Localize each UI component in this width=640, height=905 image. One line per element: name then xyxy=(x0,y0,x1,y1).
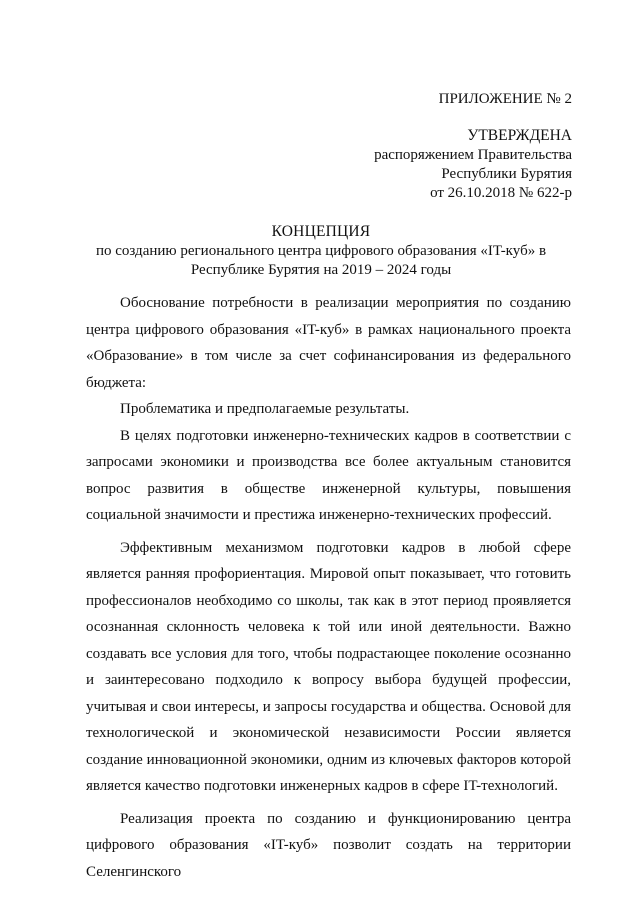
paragraph-engineering-culture: В целях подготовки инженерно-технических кадров в соответствии с запросами экономики и производства все более актуальным становится вопрос развития в обществе инженерной культуры, повышения социальной значимости и престижа инженерно-технических профессий. xyxy=(86,427,571,523)
paragraph-career-guidance: Эффективным механизмом подготовки кадров в любой сфере является ранняя профориентация. Мировой опыт показывает, что готовить профессионалов необходимо со школы, так как в этот период проявляется осознанная склонность человека к той или иной деятельности. Важно создавать все условия для того, чтобы подрастающее поколение осознанно и заинтересовано подходило к вопросу выбора будущей профессии, учитывая и свои интересы, и запросы государства и общества. Основой для технологической и экономической независимости России является создание инновационной экономики, одним из ключевых факторов которой является качество подготовки инженерных кадров в сфере IT-технологий. xyxy=(86,539,571,794)
title-subtitle-line-2: Республике Бурятия на 2019 – 2024 годы xyxy=(190,262,452,278)
title-heading: КОНЦЕПЦИЯ xyxy=(271,223,371,240)
title-subtitle-line-1: по созданию регионального центра цифрового образования «IT-куб» в xyxy=(95,243,547,259)
paragraph-project-implementation: Реализация проекта по созданию и функционированию центра цифрового образования «IT-куб» позволит создать на территории Селенгинского xyxy=(86,810,571,880)
approval-line-1: распоряжением Правительства xyxy=(374,147,572,163)
approved-word: УТВЕРЖДЕНА xyxy=(467,127,572,144)
approval-line-3: от 26.10.2018 № 622-р xyxy=(430,185,572,201)
appendix-label: ПРИЛОЖЕНИЕ № 2 xyxy=(438,91,572,107)
paragraph-problems-heading: Проблематика и предполагаемые результаты. xyxy=(120,401,410,417)
document-body xyxy=(86,290,571,885)
approval-stamp-block xyxy=(272,126,572,203)
document-title xyxy=(70,222,572,280)
approval-line-2: Республики Бурятия xyxy=(441,166,572,182)
paragraph-justification: Обоснование потребности в реализации мероприятия по созданию центра цифрового образования «IT-куб» в рамках национального проекта «Образование» в том числе за счет софинансирования из федерального бюджета: xyxy=(86,295,571,391)
